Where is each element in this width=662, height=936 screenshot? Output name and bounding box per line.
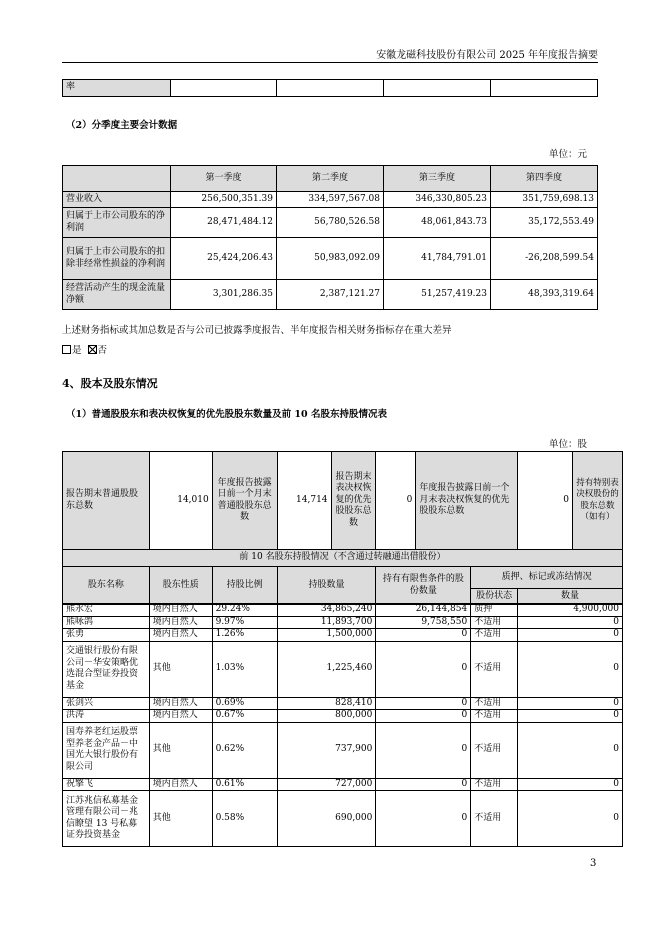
holder-restricted: 26,144,854 xyxy=(376,604,471,617)
table-row xyxy=(63,722,623,778)
holder-qty: 0 xyxy=(518,616,623,629)
holder-status: 不适用 xyxy=(471,791,518,847)
page-number: 3 xyxy=(590,858,597,869)
holder-ratio: 0.58% xyxy=(212,791,277,847)
cell: 48,061,843.73 xyxy=(384,208,491,238)
holder-status: 不适用 xyxy=(471,616,518,629)
holder-nature: 境内自然人 xyxy=(149,778,212,791)
cell: 256,500,351.39 xyxy=(171,192,277,208)
row-label: 归属于上市公司股东的扣除非经常性损益的净利润 xyxy=(63,238,171,280)
holder-nature: 其他 xyxy=(149,722,212,778)
holder-restricted: 0 xyxy=(376,722,471,778)
section-title: 4、股本及股东情况 xyxy=(62,377,158,390)
table-row xyxy=(63,778,623,791)
label-preferred-holders: 报告期末表决权恢复的优先股股东总数 xyxy=(331,452,376,550)
holder-status: 不适用 xyxy=(471,641,518,697)
holder-restricted: 0 xyxy=(376,697,471,710)
holder-ratio: 0.62% xyxy=(212,722,277,778)
holder-ratio: 9.97% xyxy=(212,616,277,629)
holder-shares: 11,893,700 xyxy=(277,616,376,629)
holder-qty: 0 xyxy=(518,697,623,710)
cell: 41,784,791.01 xyxy=(384,238,491,280)
col-q2: 第二季度 xyxy=(277,166,384,192)
quarterly-header-row xyxy=(63,166,598,192)
table-row xyxy=(63,238,598,280)
holder-qty: 0 xyxy=(518,722,623,778)
cell: 2,387,121.27 xyxy=(277,280,384,310)
holder-ratio: 0.69% xyxy=(212,697,277,710)
choice-no-label: 否 xyxy=(97,345,108,356)
table-row xyxy=(63,710,623,723)
value-total-holders: 14,010 xyxy=(149,452,212,550)
header-ratio: 持股比例 xyxy=(212,567,277,605)
holder-qty: 0 xyxy=(518,778,623,791)
holder-ratio: 1.26% xyxy=(212,629,277,642)
holder-status: 不适用 xyxy=(471,710,518,723)
holder-qty: 0 xyxy=(518,629,623,642)
label-total-holders: 报告期末普通股股东总数 xyxy=(63,452,150,550)
holder-shares: 690,000 xyxy=(277,791,376,847)
holder-status: 不适用 xyxy=(471,778,518,791)
holders-body xyxy=(63,604,623,847)
label-preferred-before-disclosure: 年度报告披露日前一个月末表决权恢复的优先股股东总数 xyxy=(416,452,518,550)
holder-name: 张剑兴 xyxy=(63,697,150,710)
holder-status: 不适用 xyxy=(471,629,518,642)
holder-qty: 0 xyxy=(518,710,623,723)
top10-header-row xyxy=(63,567,623,589)
holder-nature: 其他 xyxy=(149,791,212,847)
top-fragment-table xyxy=(62,79,598,97)
quarterly-heading: （2）分季度主要会计数据 xyxy=(66,120,178,131)
holder-restricted: 0 xyxy=(376,791,471,847)
cell: 334,597,567.08 xyxy=(277,192,384,208)
holder-name: 熊咏鸽 xyxy=(63,616,150,629)
table-row xyxy=(63,791,623,847)
holder-ratio: 29.24% xyxy=(212,604,277,617)
holder-shares: 1,500,000 xyxy=(277,629,376,642)
holder-restricted: 0 xyxy=(376,629,471,642)
holder-name: 交通银行股份有限公司－华安策略优选混合型证券投资基金 xyxy=(63,641,150,697)
header-pledge: 质押、标记或冻结情况 xyxy=(471,567,623,589)
section-subtitle: （1）普通股股东和表决权恢复的优先股股东数量及前 10 名股东持股情况表 xyxy=(66,409,387,420)
cell: 50,983,092.09 xyxy=(277,238,384,280)
choice-yes-label: 是 xyxy=(72,345,82,356)
shareholder-table xyxy=(62,451,623,605)
holder-restricted: 0 xyxy=(376,778,471,791)
col-q3: 第三季度 xyxy=(384,166,491,192)
value-holders-before-disclosure: 14,714 xyxy=(277,452,331,550)
holder-name: 张勇 xyxy=(63,629,150,642)
holder-nature: 境内自然人 xyxy=(149,604,212,617)
label-holders-before-disclosure: 年度报告披露日前一个月末普通股股东总数 xyxy=(212,452,277,550)
holder-status: 不适用 xyxy=(471,697,518,710)
table-row xyxy=(63,604,623,617)
cell: 48,393,319.64 xyxy=(491,280,598,310)
header-nature: 股东性质 xyxy=(149,567,212,605)
value-preferred-before-disclosure: 0 xyxy=(518,452,573,550)
cell: 51,257,419.23 xyxy=(384,280,491,310)
header-restricted: 持有有限售条件的股份数量 xyxy=(376,567,471,605)
label-special-voting: 持有特别表决权股份的股东总数（如有） xyxy=(572,452,622,550)
holder-restricted: 0 xyxy=(376,641,471,697)
row-label: 经营活动产生的现金流量净额 xyxy=(63,280,171,310)
table-row xyxy=(63,697,623,710)
cell: -26,208,599.54 xyxy=(491,238,598,280)
top10-holders-table xyxy=(62,603,623,847)
holder-shares: 727,000 xyxy=(277,778,376,791)
holder-qty: 4,900,000 xyxy=(518,604,623,617)
table-row xyxy=(63,629,623,642)
holder-nature: 境内自然人 xyxy=(149,697,212,710)
holder-restricted: 9,758,550 xyxy=(376,616,471,629)
holder-shares: 800,000 xyxy=(277,710,376,723)
table-row xyxy=(63,208,598,238)
checkbox-no-checked xyxy=(88,345,97,354)
yes-no-choice xyxy=(62,342,107,356)
page-header: 安徽龙磁科技股份有限公司 2025 年年度报告摘要 xyxy=(376,50,598,61)
table-row xyxy=(63,280,598,310)
holder-restricted: 0 xyxy=(376,710,471,723)
header-shares: 持股数量 xyxy=(277,567,376,605)
col-q4: 第四季度 xyxy=(491,166,598,192)
checkbox-yes xyxy=(62,345,71,354)
header-rule xyxy=(62,62,598,63)
holder-shares: 1,225,460 xyxy=(277,641,376,697)
summary-row xyxy=(63,452,623,550)
col-q1: 第一季度 xyxy=(171,166,277,192)
cell: 28,471,484.12 xyxy=(171,208,277,238)
row-label: 归属于上市公司股东的净利润 xyxy=(63,208,171,238)
table-row xyxy=(63,192,598,208)
header-qty: 数量 xyxy=(518,589,623,605)
cell: 346,330,805.23 xyxy=(384,192,491,208)
holder-ratio: 1.03% xyxy=(212,641,277,697)
holder-ratio: 0.67% xyxy=(212,710,277,723)
top10-caption: 前 10 名股东持股情况（不含通过转融通出借股份） xyxy=(63,550,623,567)
cell: 3,301,286.35 xyxy=(171,280,277,310)
holder-name: 江苏兆信私募基金管理有限公司－兆信瞭望 13 号私募证券投资基金 xyxy=(63,791,150,847)
top10-caption-row xyxy=(63,550,623,567)
value-preferred-holders: 0 xyxy=(376,452,416,550)
holder-qty: 0 xyxy=(518,791,623,847)
table-row xyxy=(63,641,623,697)
holder-qty: 0 xyxy=(518,641,623,697)
holder-nature: 境内自然人 xyxy=(149,616,212,629)
quarterly-note: 上述财务指标或其加总数是否与公司已披露季度报告、半年度报告相关财务指标存在重大差异 xyxy=(62,325,452,336)
quarterly-unit: 单位：元 xyxy=(549,149,588,160)
holder-nature: 其他 xyxy=(149,641,212,697)
holder-ratio: 0.61% xyxy=(212,778,277,791)
cell: 351,759,698.13 xyxy=(491,192,598,208)
holder-name: 洪涛 xyxy=(63,710,150,723)
top-row-label: 率 xyxy=(63,80,171,97)
row-label: 营业收入 xyxy=(63,192,171,208)
quarterly-table xyxy=(62,165,598,310)
holder-shares: 828,410 xyxy=(277,697,376,710)
holder-nature: 境内自然人 xyxy=(149,710,212,723)
table-row xyxy=(63,616,623,629)
holder-shares: 34,865,240 xyxy=(277,604,376,617)
holder-status: 不适用 xyxy=(471,722,518,778)
holder-name: 祝擎飞 xyxy=(63,778,150,791)
cell: 25,424,206.43 xyxy=(171,238,277,280)
header-status: 股份状态 xyxy=(471,589,518,605)
holder-name: 国寿养老红运股票型养老金产品－中国光大银行股份有限公司 xyxy=(63,722,150,778)
cell: 35,172,553.49 xyxy=(491,208,598,238)
cell: 56,780,526.58 xyxy=(277,208,384,238)
holder-status: 质押 xyxy=(471,604,518,617)
holder-name: 熊永宏 xyxy=(63,604,150,617)
holder-shares: 737,900 xyxy=(277,722,376,778)
holder-nature: 境内自然人 xyxy=(149,629,212,642)
shares-unit: 单位：股 xyxy=(549,439,588,450)
header-name: 股东名称 xyxy=(63,567,150,605)
